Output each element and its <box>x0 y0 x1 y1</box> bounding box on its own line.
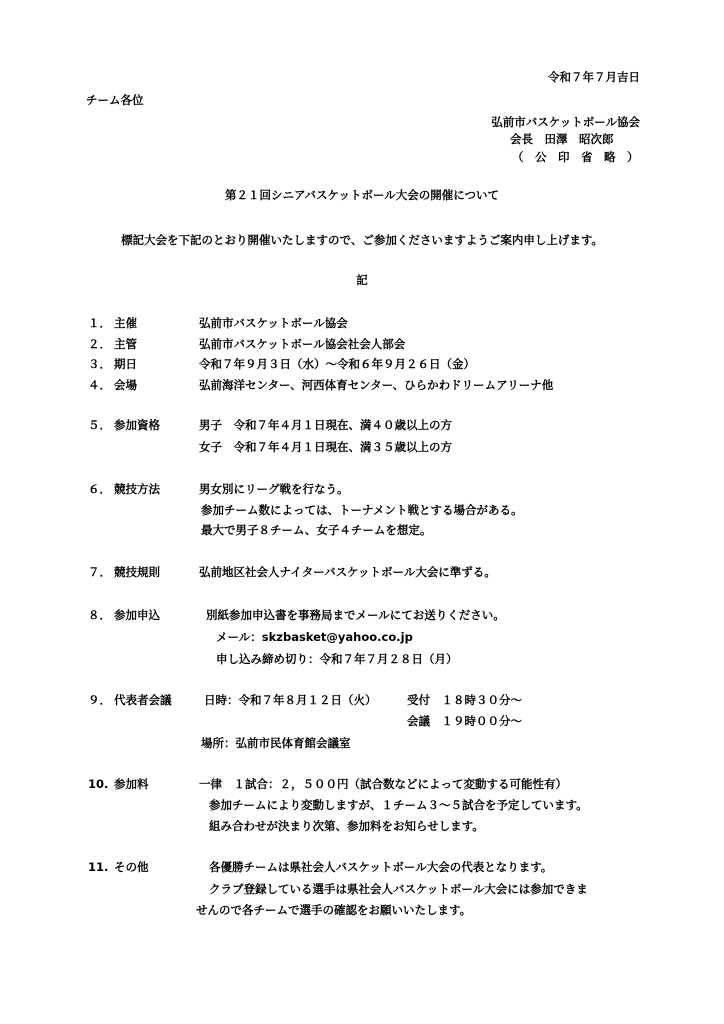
item-6-value-line-3: 最大で男子８チーム、女子４チームを想定。 <box>201 523 432 537</box>
item-6-number: ６． <box>88 482 111 496</box>
item-2-number: ２． <box>88 337 111 351</box>
item-11-value-line-2: クラブ登録している選手は県社会人バスケットボール大会には参加できま <box>209 882 588 896</box>
item-10-value-line-3: 組み合わせが決まり次第、参加料をお知らせします。 <box>209 819 484 833</box>
intro-text: 標記大会を下記のとおり開催いたしますので、ご参加くださいますようご案内申し上げます。 <box>121 233 603 247</box>
item-9-location: 場所：弘前市民体育館会議室 <box>201 736 351 750</box>
item-11-value-line-3: せんので各チームで選手の確認をお願いいたします。 <box>196 903 472 917</box>
item-5-number: ５． <box>88 418 111 432</box>
sender-president: 会長 田澤 昭次郎 <box>510 132 614 146</box>
item-1-value: 弘前市バスケットボール協会 <box>199 316 348 330</box>
item-11-value-line-1: 各優勝チームは県社会人バスケットボール大会の代表となります。 <box>209 860 553 874</box>
item-8-value-line-1: 別紙参加申込書を事務局までメールにてお送りください。 <box>206 608 505 622</box>
item-6-value-line-1: 男女別にリーグ戦を行なう。 <box>199 482 349 496</box>
document-date: 令和７年７月吉日 <box>548 70 640 84</box>
recipient: チーム各位 <box>86 93 144 107</box>
item-10-number: 10. <box>88 777 109 791</box>
item-3-label: 期日 <box>114 357 137 371</box>
item-3-value: 令和７年９月３日（水）～令和６年９月２６日（金） <box>199 357 475 371</box>
item-9-reception: 受付 １８時３０分～ <box>407 693 522 707</box>
item-2-label: 主管 <box>114 337 137 351</box>
item-1-number: １． <box>88 316 111 330</box>
item-4-label: 会場 <box>114 378 137 392</box>
item-5-value-line-2: 女子 令和７年４月１日現在、満３５歳以上の方 <box>199 440 452 454</box>
item-5-label: 参加資格 <box>114 418 160 432</box>
item-11-number: 11. <box>88 860 109 874</box>
item-9-meeting-time: 会議 １９時００分～ <box>407 714 522 728</box>
item-8-email: メール：skzbasket@yahoo.co.jp <box>216 630 413 644</box>
document-title: 第２１回シニアバスケットボール大会の開催について <box>224 188 500 202</box>
item-6-label: 競技方法 <box>114 482 160 496</box>
item-1-label: 主催 <box>114 316 137 330</box>
item-8-number: ８． <box>88 608 111 622</box>
item-2-value: 弘前市バスケットボール協会社会人部会 <box>199 337 406 351</box>
item-10-value-line-1: 一律 １試合：２，５００円（試合数などによって変動する可能性有） <box>199 777 567 791</box>
seal-omitted-note: （ 公 印 省 略 ） <box>512 150 639 164</box>
item-9-number: ９． <box>88 693 111 707</box>
item-10-value-line-2: 参加チームにより変動しますが、１チーム３～５試合を予定しています。 <box>209 798 588 812</box>
item-8-label: 参加申込 <box>114 608 160 622</box>
item-10-label: 参加料 <box>114 777 149 791</box>
item-4-value: 弘前海洋センター、河西体育センター、ひらかわドリームアリーナ他 <box>199 378 554 392</box>
sender-organization: 弘前市バスケットボール協会 <box>491 115 640 129</box>
ki-heading: 記 <box>356 273 368 287</box>
item-4-number: ４． <box>88 378 111 392</box>
item-9-datetime: 日時：令和７年８月１２日（火） <box>204 693 377 707</box>
item-7-label: 競技規則 <box>114 565 160 579</box>
item-7-number: ７． <box>88 565 111 579</box>
item-11-label: その他 <box>114 860 149 874</box>
item-8-deadline: 申し込み締め切り：令和７年７月２８日（月） <box>216 652 458 666</box>
item-9-label: 代表者会議 <box>114 693 172 707</box>
item-3-number: ３． <box>88 357 111 371</box>
item-5-value-line-1: 男子 令和７年４月１日現在、満４０歳以上の方 <box>199 418 452 432</box>
item-6-value-line-2: 参加チーム数によっては、トーナメント戦とする場合がある。 <box>201 503 523 517</box>
item-7-value: 弘前地区社会人ナイターバスケットボール大会に準ずる。 <box>199 565 496 579</box>
